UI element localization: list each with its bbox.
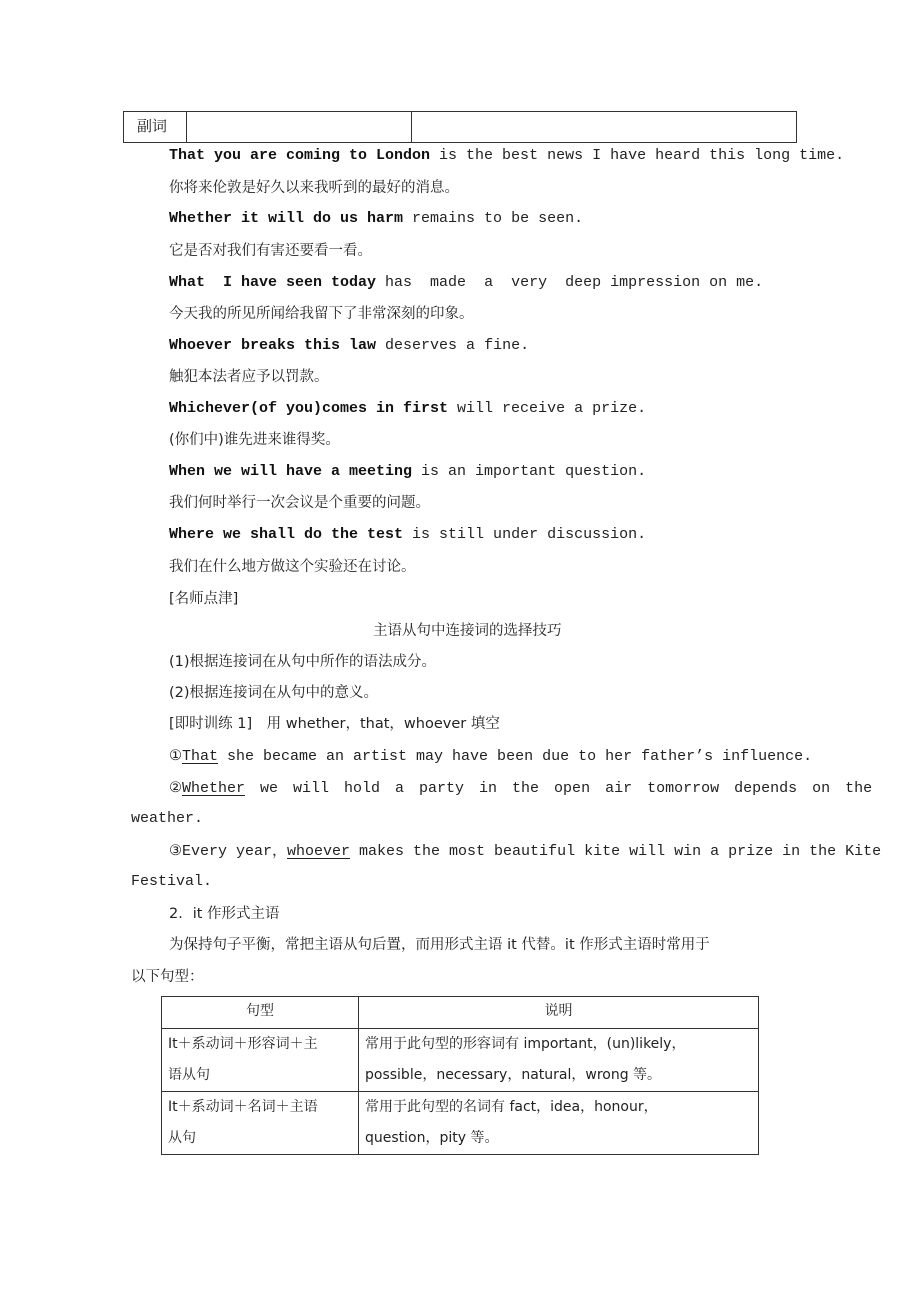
example-sentence: That you are coming to London is the best news I have heard this long time. xyxy=(169,147,845,164)
example-translation: 我们在什么地方做这个实验还在讨论。 xyxy=(169,559,416,575)
tip-label: [名师点津] xyxy=(169,591,239,607)
partial-table xyxy=(123,111,797,143)
section-intro: 以下句型： xyxy=(131,969,204,985)
example-translation: 你将来伦敦是好久以来我听到的最好的消息。 xyxy=(169,180,459,196)
example-translation: 今天我的所见所闻给我留下了非常深刻的印象。 xyxy=(169,306,474,322)
section-heading: 2．it 作形式主语 xyxy=(169,906,280,922)
example-sentence: What I have seen today has made a very deep impression on me. xyxy=(169,274,764,291)
table-header: 说明 xyxy=(359,997,759,1029)
answer-blank: whoever xyxy=(287,843,351,860)
answer-blank: That xyxy=(182,748,219,765)
example-sentence: Whichever(of you)comes in first will receive a prize. xyxy=(169,400,647,417)
tip-point: (2)根据连接词在从句中的意义。 xyxy=(169,685,379,701)
tip-point: (1)根据连接词在从句中所作的语法成分。 xyxy=(169,654,437,670)
example-sentence: Whoever breaks this law deserves a fine. xyxy=(169,337,530,354)
example-translation: 它是否对我们有害还要看一看。 xyxy=(169,243,372,259)
exercise-item-wrap: Festival. xyxy=(131,873,213,890)
adverb-label: 副词 xyxy=(137,117,168,135)
tip-title: 主语从句中连接词的选择技巧 xyxy=(373,623,562,639)
table-cell xyxy=(186,112,412,142)
exercise-label: [即时训练 1] 用 whether，that，whoever 填空 xyxy=(169,716,500,732)
note-cell: 常用于此句型的名词有 fact，idea，honour， question，pity 等。 xyxy=(359,1092,759,1155)
example-translation: 我们何时举行一次会议是个重要的问题。 xyxy=(169,495,430,511)
example-sentence: When we will have a meeting is an important question. xyxy=(169,463,647,480)
example-sentence: Whether it will do us harm remains to be seen. xyxy=(169,210,584,227)
example-translation: 触犯本法者应予以罚款。 xyxy=(169,369,329,385)
answer-blank: Whether xyxy=(182,780,246,797)
exercise-item: ①That she became an artist may have been due to her father’s influence. xyxy=(169,748,813,765)
pattern-cell: It＋系动词＋名词＋主语 从句 xyxy=(162,1092,359,1155)
section-intro: 为保持句子平衡，常把主语从句后置，而用形式主语 it 代替。it 作形式主语时常用于 xyxy=(169,937,710,953)
example-translation: (你们中)谁先进来谁得奖。 xyxy=(169,432,340,448)
note-cell: 常用于此句型的形容词有 important，(un)likely， possible，necessary，natural，wrong 等。 xyxy=(359,1029,759,1092)
table-header-row xyxy=(162,997,759,1029)
exercise-item: ③Every year，whoever makes the most beautiful kite will win a prize in the Kite xyxy=(169,843,882,860)
example-sentence: Where we shall do the test is still under discussion. xyxy=(169,526,647,543)
pattern-cell: It＋系动词＋形容词＋主 语从句 xyxy=(162,1029,359,1092)
table-header: 句型 xyxy=(162,997,359,1029)
table-row xyxy=(162,1029,759,1092)
table-cell xyxy=(124,112,187,142)
pattern-table xyxy=(161,996,759,1155)
table-row xyxy=(162,1092,759,1155)
exercise-item-wrap: weather. xyxy=(131,810,204,827)
exercise-item: ②Whether we will hold a party in the open air tomorrow depends on the xyxy=(169,780,873,797)
